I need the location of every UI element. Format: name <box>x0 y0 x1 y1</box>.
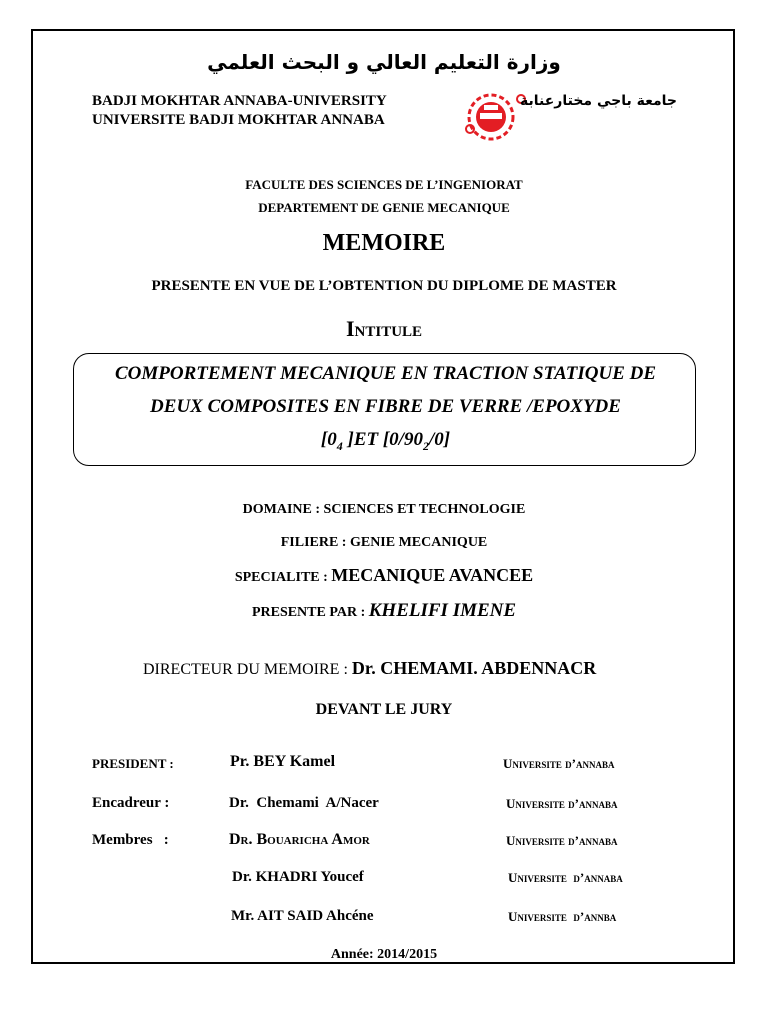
specialite-line: SPECIALITE : MECANIQUE AVANCEE <box>234 565 534 585</box>
intitule-heading: Intitule <box>345 316 423 341</box>
title-line-1: COMPORTEMENT MECANIQUE EN TRACTION STATIQUE DE <box>114 363 657 384</box>
jury-affiliation: Universite d’annaba <box>506 833 618 848</box>
title-line-2: DEUX COMPOSITES EN FIBRE DE VERRE /EPOXYDE <box>150 396 621 417</box>
diploma-line: PRESENTE EN VUE DE L’OBTENTION DU DIPLOME DE MASTER <box>151 278 617 294</box>
jury-affiliation: Universite d’annaba <box>506 796 618 811</box>
academic-year: Année: 2014/2015 <box>330 947 438 962</box>
title-box <box>73 353 696 466</box>
directeur-line: DIRECTEUR DU MEMOIRE : Dr. CHEMAMI. ABDENNACR <box>143 658 597 678</box>
faculty-name: FACULTE DES SCIENCES DE L’INGENIORAT <box>245 177 523 192</box>
university-name-arabic: جامعة باجي مختارعنابة <box>520 93 677 109</box>
department-name: DEPARTEMENT DE GENIE MECANIQUE <box>258 200 510 215</box>
jury-name: Mr. AIT SAID Ahcéne <box>231 908 374 924</box>
filiere-line: FILIERE : GENIE MECANIQUE <box>280 535 488 550</box>
domaine-line: DOMAINE : SCIENCES ET TECHNOLOGIE <box>242 502 526 517</box>
university-name-en: BADJI MOKHTAR ANNABA-UNIVERSITY <box>92 93 387 109</box>
jury-name: Dr. Chemami A/Nacer <box>229 795 379 811</box>
jury-affiliation: Universite d’annba <box>508 909 617 924</box>
page-border <box>31 29 735 964</box>
jury-role: Membres : <box>92 832 169 848</box>
university-name-fr: UNIVERSITE BADJI MOKHTAR ANNABA <box>92 112 385 128</box>
presente-par-line: PRESENTE PAR : KHELIFI IMENE <box>251 600 517 621</box>
jury-role: PRESIDENT : <box>92 756 174 771</box>
jury-name: Dr. KHADRI Youcef <box>232 869 364 885</box>
title-line-3: [$0_4$ ]ET $[0/90_2/0]$ <box>320 429 451 453</box>
jury-name: Dr. Bouaricha Amor <box>229 831 370 848</box>
jury-affiliation: Universite d’annaba <box>503 756 615 771</box>
ministry-arabic: وزارة التعليم العالي و البحث العلمي <box>207 50 561 74</box>
memoire-heading: MEMOIRE <box>322 230 446 256</box>
jury-heading: DEVANT LE JURY <box>315 701 453 718</box>
jury-role: Encadreur : <box>92 795 170 811</box>
jury-name: Pr. BEY Kamel <box>230 753 336 770</box>
jury-affiliation: Universite d’annaba <box>508 870 623 885</box>
